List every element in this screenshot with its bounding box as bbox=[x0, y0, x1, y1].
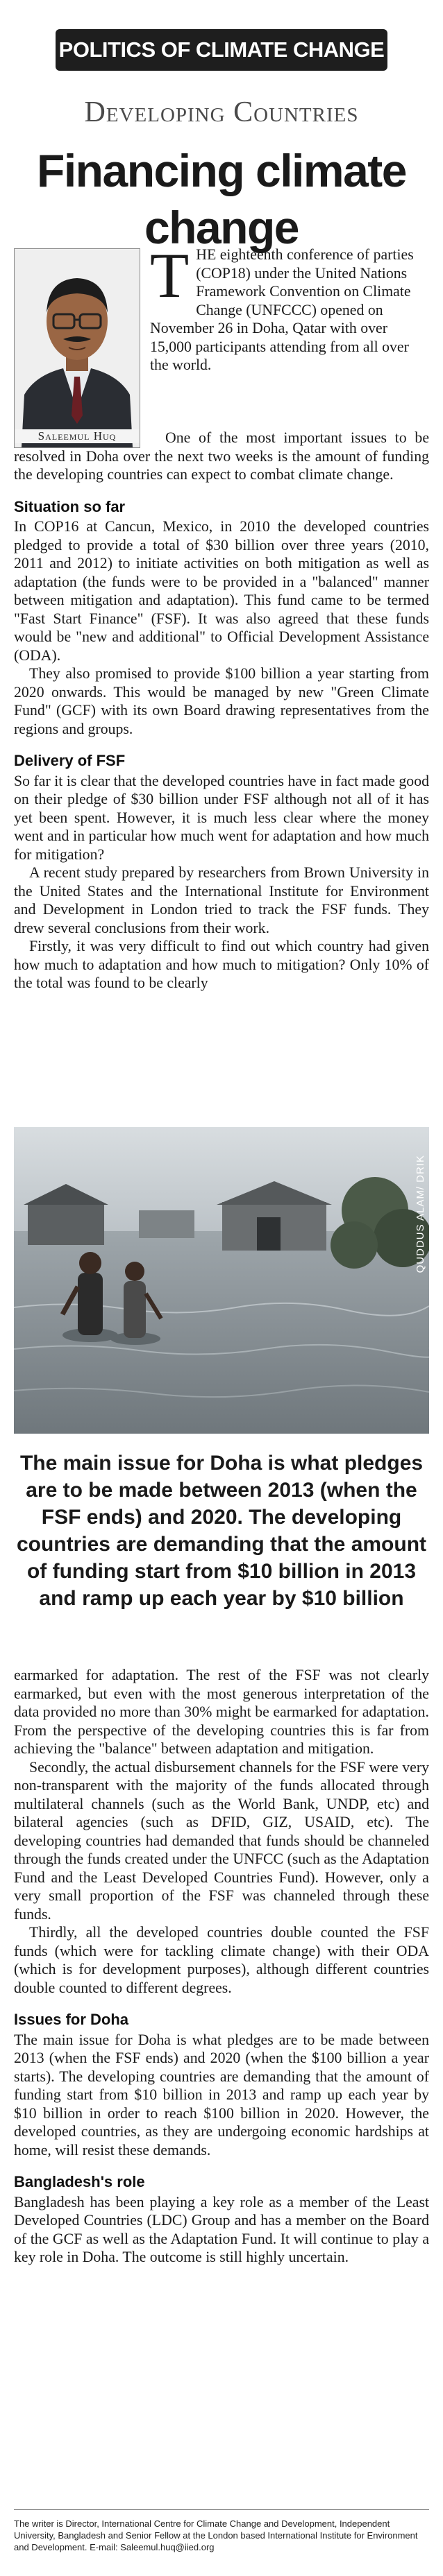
pull-quote: The main issue for Doha is what pledges are to be made between 2013 (when the FSF ends) and 2020. The developing countries are demanding that the amount of funding start from $10 billion in 2013 and ramp up each year by $10 billion bbox=[16, 1452, 427, 1610]
article-column-2 bbox=[14, 1666, 429, 2267]
kicker: Developing Countries bbox=[84, 96, 359, 128]
lead-para-2 bbox=[14, 429, 429, 993]
body-paragraph: Thirdly, all the developed countries double counted the FSF funds (which were for tackling climate change) with their ODA (which is for development purposes), although different countries double counted to different degrees. bbox=[14, 1924, 429, 1996]
body-paragraph: They also promised to provide $100 billion a year starting from 2020 onwards. This would be managed by new "Green Climate Fund" (GCF) with its own Board drawing representatives from the regions and groups. bbox=[14, 665, 429, 737]
footer-divider bbox=[14, 2509, 429, 2510]
section-heading: Situation so far bbox=[14, 497, 126, 515]
flood-scene-graphic bbox=[14, 1127, 429, 1434]
body-paragraph: A recent study prepared by researchers from Brown University in the United States and the International Institute for Environment and Development in London tried to track the FSF funds. They drew several conclusions from their work. bbox=[14, 864, 429, 936]
lead-text: HE eighteenth conference of parties (COP18) under the United Nations Framework Convention on Climate Change (UNFCCC) opened on November 26 in Doha, Qatar with over 15,000 participants attending from all over the world. bbox=[150, 246, 414, 373]
byline: Saleemul Huq bbox=[15, 429, 140, 443]
lead-paragraph bbox=[150, 240, 429, 375]
body-paragraph: Bangladesh has been playing a key role as a member of the Least Developed Countries (LDC) Group and has a member on the Board of the GCF as well as the Adaptation Fund. It will continue to play a key role in Doha. The outcome is still highly uncertain. bbox=[14, 2193, 429, 2265]
body-paragraph: In COP16 at Cancun, Mexico, in 2010 the developed countries pledged to provide a total of $30 billion over three years (2010, 2011 and 2012) to initiate activities on both mitigation as well as adaptation (the funds were to be provided in a "balanced" manner between mitigation and adaptation). This fund came to be termed "Fast Start Finance" (FSF). It was also agreed that these funds would be "new and additional" to Official Development Assistance (ODA). bbox=[14, 518, 429, 664]
body-paragraph: Firstly, it was very difficult to find out which country had given how much to adaptation and how much to mitigation? Only 10% of the total was found to be clearly bbox=[14, 938, 429, 991]
section-heading: Delivery of FSF bbox=[14, 752, 126, 769]
photo-credit: QUDDUS ALAM/ DRIK bbox=[415, 1155, 426, 1273]
author-note: The writer is Director, International Centre for Climate Change and Development, Independent University, Bangladesh and Senior Fellow at the London based International Institute for Environment and Development. E-mail: Saleemul.huq@iied.org bbox=[14, 2518, 418, 2552]
section-banner bbox=[57, 31, 386, 69]
author-portrait-graphic bbox=[15, 249, 140, 447]
section-heading: Issues for Doha bbox=[14, 2011, 129, 2028]
headline: Financing climate change bbox=[37, 145, 406, 253]
author-photo bbox=[14, 248, 140, 448]
banner-label: POLITICS OF CLIMATE CHANGE bbox=[58, 37, 385, 62]
section-heading: Bangladesh's role bbox=[14, 2173, 145, 2190]
lead-para-2-text: One of the most important issues to be resolved in Doha over the next two weeks is the amount of funding the developing countries can expect to combat climate change. bbox=[14, 429, 429, 483]
drop-cap: T bbox=[150, 240, 190, 311]
flood-photo bbox=[14, 1127, 429, 1434]
body-paragraph: earmarked for adaptation. The rest of the FSF was not clearly earmarked, but even with the most generous interpretation of the data provided no more than 30% might be earmarked for adaptation. From the perspective of the developing countries this is far from achieving the "balance" between adaptation and mitigation. bbox=[14, 1667, 429, 1757]
body-paragraph: The main issue for Doha is what pledges are to be made between 2013 (when the FSF ends) and 2020 (when the $100 billion a year starts). The developing countries are demanding that the amount of funding start from $10 billion in 2013 and ramp up each year by $10 billion in order to reach $100 billion in 2020. However, the developed countries, as they are undergoing economic hardships at home, will resist these demands. bbox=[14, 2031, 429, 2158]
body-paragraph: Secondly, the actual disbursement channels for the FSF were very non-transparent with the majority of the funds allocated through multilateral channels (such as the World Bank, UNDP, etc) and bilateral agencies (such as DFID, GIZ, USAID, etc). The developing countries had demanded that funds should be channeled through the funds created under the UNFCC (such as the Adaptation Fund and the Least Developed Countries Fund). However, only a very small proportion of the FSF was channeled through these funds. bbox=[14, 1758, 429, 1923]
body-paragraph: So far it is clear that the developed countries have in fact made good on their pledge of $30 billion under FSF although not all of it has yet been spent. However, it is much less clear where the money went and in particular how much went for adaptation and how much for mitigation? bbox=[14, 772, 429, 863]
